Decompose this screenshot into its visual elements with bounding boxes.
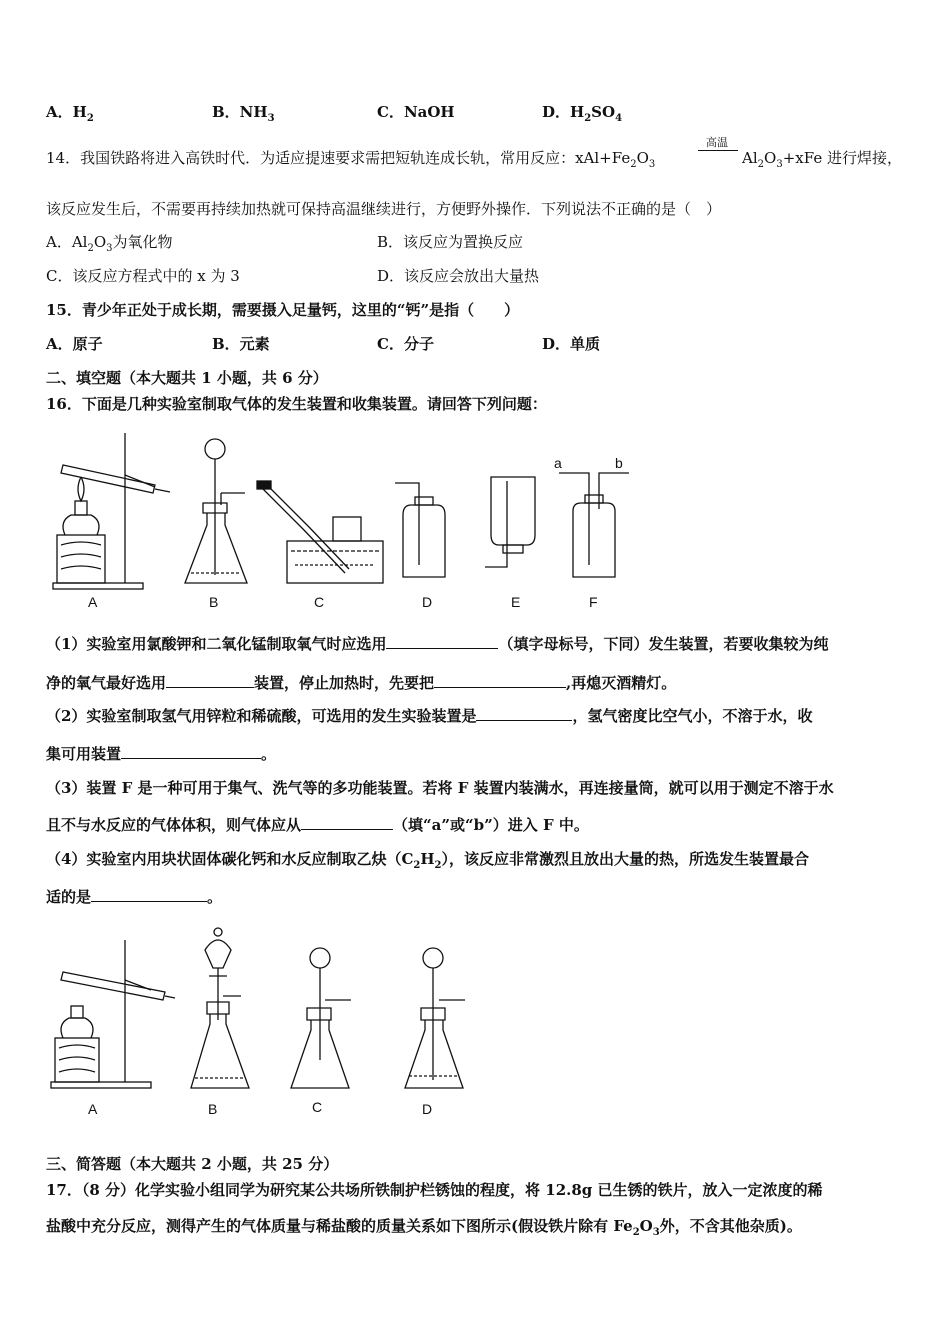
fig1-label-a: A [88, 594, 98, 610]
section-2-heading: 二、填空题（本大题共 1 小题，共 6 分） [46, 369, 328, 387]
q15-option-d: D．单质 [542, 335, 601, 353]
apparatus-f-two-tube-bottle [559, 473, 629, 577]
q16-part2-line2: 集可用装置 。 [46, 745, 277, 763]
answer-blank[interactable] [434, 673, 566, 688]
apparatus-c-trough [257, 481, 383, 583]
q16-part2-line1: （2）实验室制取氢气用锌粒和稀硫酸，可选用的发生实验装置是 ，氢气密度比空气小，不溶于水，收 [46, 707, 813, 725]
reaction-condition: 高温 [706, 136, 728, 149]
apparatus-a-heating [53, 433, 170, 589]
q16-part4-line1: （4）实验室内用块状固体碳化钙和水反应制取乙炔$(C_2H_2)$，该反应非常激烈且放出大量的热，所选发生装置最合 [46, 850, 810, 871]
q16-part3-line2: 且不与水反应的气体体积，则气体应从 （填“a”或“b”）进入 F 中。 [46, 816, 589, 834]
q13-option-b: B．$NH_3$ [212, 103, 275, 124]
q16-part1-line2: 净的氧气最好选用 装置，停止加热时，先要把 ,再熄灭酒精灯。 [46, 674, 677, 692]
fig1-label-f: F [589, 594, 598, 610]
q16-stem: 16．下面是几种实验室制取气体的发生装置和收集装置。请回答下列问题： [46, 395, 547, 413]
reaction-arrow [698, 150, 738, 151]
answer-blank[interactable] [476, 706, 572, 721]
fig1-label-b: B [209, 594, 219, 610]
q16-part1-line1: （1）实验室用氯酸钾和二氧化锰制取氧气时应选用 （填字母标号，下同）发生装置，若要收集较为纯 [46, 635, 829, 653]
fig1-tube-a-label: a [554, 455, 562, 471]
q15-option-b: B．元素 [212, 335, 270, 353]
q15-option-c: C．分子 [377, 335, 434, 353]
q14-option-a: A．$Al_2O_3$为氧化物 [46, 233, 173, 254]
q16-part3-line1: （3）装置 F 是一种可用于集气、洗气等的多功能装置。若将 F 装置内装满水，再连接量筒，就可以用于测定不溶于水 [46, 779, 834, 797]
apparatus-b-flask [185, 439, 247, 583]
fig1-tube-b-label: b [615, 455, 623, 471]
apparatus2-c-flask [291, 948, 351, 1088]
fig2-label-b: B [208, 1101, 218, 1117]
apparatus-e-inverted-bottle [485, 477, 535, 567]
q14-option-d: D．该反应会放出大量热 [377, 267, 540, 285]
q15-option-a: A．原子 [46, 335, 103, 353]
fig1-label-e: E [511, 594, 521, 610]
answer-blank[interactable] [386, 634, 498, 649]
q13-option-a: A．$H_2$ [46, 103, 94, 124]
answer-blank[interactable] [301, 815, 393, 830]
q14-line2: 该反应发生后，不需要再持续加热就可保持高温继续进行，方便野外操作．下列说法不正确的是（ ） [46, 200, 722, 218]
q17-line2: 盐酸中充分反应，测得产生的气体质量与稀盐酸的质量关系如下图所示(假设铁片除有 $Fe_2O_3$外，不含其他杂质)。 [46, 1217, 802, 1238]
apparatus2-d-flask [405, 948, 465, 1088]
q15-stem: 15．青少年正处于成长期，需要摄入足量钙，这里的“钙”是指（ ） [46, 301, 520, 319]
apparatus-figure-2 [45, 920, 475, 1105]
q13-option-d: D．$H_2SO_4$ [542, 103, 623, 124]
q14-product: $Al_2O_3+xFe$ 进行焊接， [742, 149, 902, 170]
q16-part4-line2: 适的是 。 [46, 888, 223, 906]
apparatus2-a-heating [51, 940, 175, 1088]
q14-option-b: B．该反应为置换反应 [377, 233, 524, 251]
q17-line1: 17．（8 分）化学实验小组同学为研究某公共场所铁制护栏锈蚀的程度，将 12.8g 已生锈的铁片，放入一定浓度的稀 [46, 1181, 823, 1199]
q14-option-c: C．该反应方程式中的 x 为 3 [46, 267, 240, 285]
fig2-label-c: C [312, 1099, 323, 1115]
section-3-heading: 三、简答题（本大题共 2 小题，共 25 分） [46, 1155, 339, 1173]
fig1-label-c: C [314, 594, 325, 610]
apparatus-figure-1 [45, 425, 645, 615]
q14-stem: 14．我国铁路将进入高铁时代．为适应提速要求需把短轨连成长轨，常用反应：$xAl+Fe_2O_3$ [46, 149, 656, 170]
answer-blank[interactable] [121, 744, 261, 759]
answer-blank[interactable] [166, 673, 254, 688]
fig1-label-d: D [422, 594, 433, 610]
q13-option-c: C．NaOH [377, 103, 455, 121]
fig2-label-a: A [88, 1101, 98, 1117]
answer-blank[interactable] [91, 887, 207, 902]
apparatus2-b-separatory-funnel [191, 928, 249, 1088]
apparatus-d-bottle [395, 483, 445, 577]
fig2-label-d: D [422, 1101, 433, 1117]
